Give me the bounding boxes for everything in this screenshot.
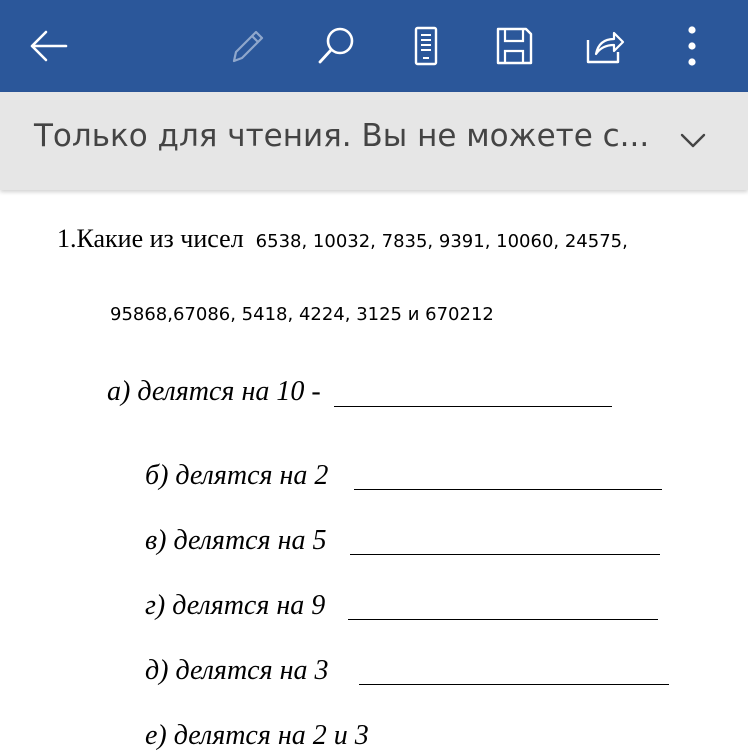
- question-lead: 1.Какие из чисел: [57, 224, 244, 253]
- item-c-answer-line: [350, 554, 660, 555]
- read-only-infobar[interactable]: [0, 92, 748, 190]
- document-page: [0, 190, 748, 750]
- item-b-label: б) делятся на 2: [145, 460, 329, 491]
- reading-view-button[interactable]: [398, 18, 454, 74]
- save-icon: [492, 24, 536, 68]
- back-button[interactable]: [20, 18, 76, 74]
- item-a-answer-line: [334, 406, 612, 407]
- edit-button[interactable]: [218, 18, 274, 74]
- item-f-label: е) делятся на 2 и 3: [145, 720, 369, 751]
- question-line-1: [57, 224, 628, 254]
- more-options-button[interactable]: [664, 18, 720, 74]
- question-numbers-1: 6538, 10032, 7835, 9391, 10060, 24575,: [255, 231, 628, 252]
- item-d-answer-line: [348, 619, 658, 620]
- item-e-answer-line: [359, 684, 669, 685]
- share-button[interactable]: [576, 18, 632, 74]
- app-toolbar: [0, 0, 748, 92]
- search-button[interactable]: [308, 18, 364, 74]
- item-e-label: д) делятся на 3: [145, 655, 329, 686]
- save-button[interactable]: [486, 18, 542, 74]
- read-only-message: Только для чтения. Вы не можете с...: [34, 118, 650, 154]
- search-icon: [314, 24, 358, 68]
- share-icon: [582, 24, 626, 68]
- pencil-icon: [224, 24, 268, 68]
- item-d-label: г) делятся на 9: [145, 590, 326, 621]
- item-c-label: в) делятся на 5: [145, 525, 327, 556]
- more-vertical-icon: [670, 24, 714, 68]
- chevron-down-icon[interactable]: [676, 124, 710, 158]
- item-b-answer-line: [354, 489, 662, 490]
- arrow-left-icon: [26, 24, 70, 68]
- item-a-label: а) делятся на 10 -: [107, 376, 321, 407]
- phone-view-icon: [404, 24, 448, 68]
- question-numbers-2: 95868,67086, 5418, 4224, 3125 и 670212: [110, 304, 494, 325]
